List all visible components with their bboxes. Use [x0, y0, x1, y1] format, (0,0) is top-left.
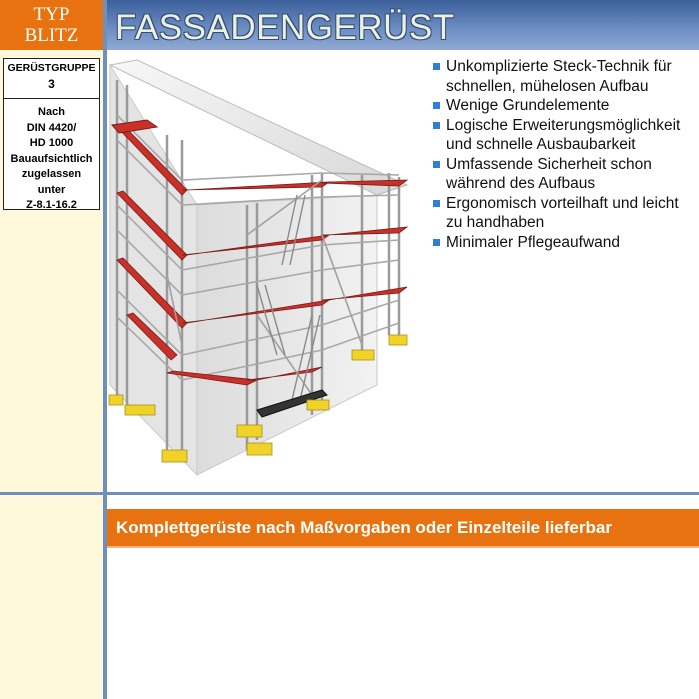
- standard-line: Z-8.1-16.2: [26, 199, 77, 211]
- scaffold-illustration: [107, 55, 427, 485]
- page-title: FASSADENGERÜST: [115, 8, 455, 47]
- type-line-1: TYP: [33, 4, 70, 25]
- type-box: [0, 0, 103, 50]
- feature-item: Minimaler Pflegeaufwand: [433, 233, 699, 253]
- standard-line: HD 1000: [29, 137, 74, 149]
- feature-item: Logische Erweiterungsmöglichkeit und schnelle Ausbaubarkeit: [433, 116, 699, 155]
- scaffold-group-label: GERÜSTGRUPPE: [7, 62, 96, 74]
- feature-item: Wenige Grundelemente: [433, 96, 699, 116]
- banner-underline: [107, 546, 699, 548]
- standard-line: unter: [37, 183, 66, 196]
- scaffold-group-value: 3: [48, 77, 55, 91]
- delivery-banner: Komplettgerüste nach Maßvorgaben oder Einzelteile lieferbar: [107, 509, 699, 546]
- building-front-wall: [197, 195, 377, 475]
- scaffold-group-box: [3, 58, 100, 99]
- feature-item: Umfassende Sicherheit schon während des Aufbaus: [433, 155, 699, 194]
- standard-line: zugelassen: [21, 168, 82, 180]
- standard-box: [3, 98, 100, 210]
- feature-item: Ergonomisch vorteilhaft und leicht zu handhaben: [433, 194, 699, 233]
- feature-item: Unkomplizierte Steck-Technik für schnellen, mühelosen Aufbau: [433, 57, 699, 96]
- horizontal-divider: [0, 492, 699, 495]
- type-line-2: BLITZ: [24, 25, 79, 46]
- standard-line: Bauaufsichtlich: [10, 152, 93, 165]
- standard-line: DIN 4420/: [26, 121, 77, 134]
- standard-line: Nach: [38, 106, 65, 118]
- feature-list: [433, 57, 699, 252]
